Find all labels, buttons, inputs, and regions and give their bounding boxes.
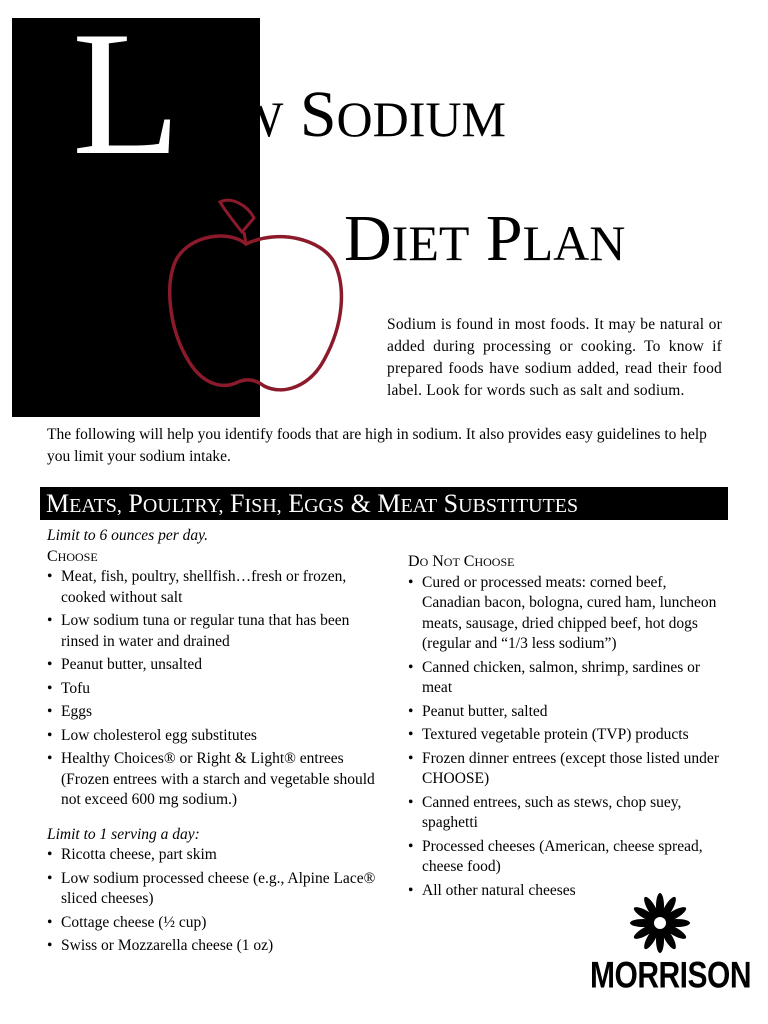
title-word-ow: OW	[200, 91, 284, 147]
list-item: • Peanut butter, unsalted	[47, 655, 377, 676]
logo-wordmark: MORRISON	[590, 955, 751, 997]
flower-icon	[610, 893, 710, 955]
limit-per-serving: Limit to 1 serving a day:	[47, 825, 200, 843]
intro-paragraph: Sodium is found in most foods. It may be natural or added during processing or cooking. To know if prepared foods have sodium added, read their food label. Look for words such as salt and sodium.	[387, 316, 722, 399]
title-initial-d: D	[344, 202, 392, 275]
title-word-iet: IET	[391, 215, 470, 271]
list-item: • Frozen dinner entrees (except those listed under CHOOSE)	[408, 749, 728, 790]
list-item: • Low sodium tuna or regular tuna that has been rinsed in water and drained	[47, 611, 377, 652]
section-banner: MEATS, POULTRY, FISH, EGGS & MEAT SUBSTITUTES	[40, 487, 728, 520]
list-item: • Processed cheeses (American, cheese spread, cheese food)	[408, 837, 728, 878]
list-item: • Tofu	[47, 679, 377, 700]
list-item: • Cured or processed meats: corned beef, Canadian bacon, bologna, cured ham, luncheon meats, sausage, dried chipped beef, hot dogs (regular and “1/3 less sodium”)	[408, 573, 728, 655]
choose-heading: CHOOSE	[47, 547, 98, 565]
lead-paragraph: The following will help you identify foods that are high in sodium. It also provides easy guidelines to help you limit your sodium intake.	[47, 426, 707, 465]
title-word-lan: LAN	[522, 215, 626, 271]
title-word-odium: ODIUM	[336, 91, 506, 147]
apple-icon	[160, 190, 350, 400]
list-item: • Low sodium processed cheese (e.g., Alpine Lace® sliced cheeses)	[47, 869, 377, 910]
title-initial: L	[72, 0, 181, 192]
do-not-choose-heading: DO NOT CHOOSE	[408, 553, 515, 570]
do-not-choose-column	[408, 552, 728, 904]
limit-per-day: Limit to 6 ounces per day.	[47, 527, 209, 544]
list-item: • Eggs	[47, 702, 377, 723]
title-initial-p: P	[485, 202, 523, 275]
list-item: • Textured vegetable protein (TVP) products	[408, 725, 728, 746]
list-item: • Swiss or Mozzarella cheese (1 oz)	[47, 936, 377, 957]
list-item: • Cottage cheese (½ cup)	[47, 913, 377, 934]
list-item: • Ricotta cheese, part skim	[47, 845, 377, 866]
do-not-choose-list	[408, 573, 728, 902]
list-item: • Canned entrees, such as stews, chop suey, spaghetti	[408, 793, 728, 834]
list-item: • Low cholesterol egg substitutes	[47, 726, 377, 747]
choose-column	[47, 526, 377, 960]
serving-list	[47, 845, 377, 957]
list-item: • Healthy Choices® or Right & Light® entrees (Frozen entrees with a starch and vegetable should not exceed 600 mg sodium.)	[47, 749, 377, 811]
choose-list	[47, 567, 377, 811]
list-item: • Meat, fish, poultry, shellfish…fresh or frozen, cooked without salt	[47, 567, 377, 608]
list-item: • All other natural cheeses	[408, 881, 728, 902]
list-item: • Peanut butter, salted	[408, 702, 728, 723]
morrison-logo	[590, 893, 751, 1003]
list-item: • Canned chicken, salmon, shrimp, sardines or meat	[408, 658, 728, 699]
title-initial-s: S	[299, 78, 337, 151]
title-line-2	[344, 202, 626, 275]
